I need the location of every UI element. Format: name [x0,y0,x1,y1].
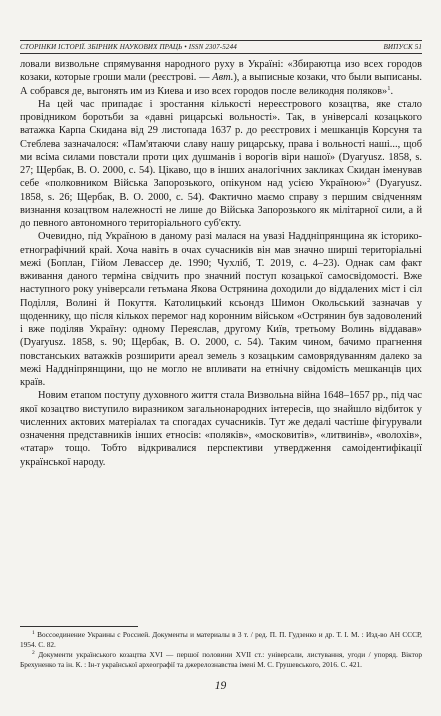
running-header [20,40,422,54]
footnote-ref: 1 [387,84,391,92]
text-run: Очевидно, під Україною в даному разі малася на увазі Наддніпрянщина як історико-етнографічний край. Хоча навіть в очах сучасників він мав значно ширші територіальні межі (Боплан, Гійом Левассер де. 1990; Чухліб, Т. 2019, с. 4–23). Однак сам факт вживання даного терміна свідчить про значний поступ козацької самосвідомості. Вже наступного року універсали гетьмана Якова Острянина доходили до віддалених міст і сіл Поділля, Волині й Покуття. Католицький ксьондз Шимон Окольський зазначав у щоденнику, що після кількох перемог над коронним військом «Острянин був задоволений і вже поділяв Україну: одному Переяслав, другому Київ, третьому Волинь віддавав» (Dyaryusz. 1858, s. 90; Щербак, В. О. 2000, с. 54). Таким чином, бачимо прагнення повстанських ватажків розширити ареал земель з козацьким самоврядуванням далеко за межі Наддніпрянщини, що не могло не впливати на етнічну свідомість мешканців цих країв. [20,231,422,388]
footnote-ref: 2 [367,177,371,185]
footnote-text: Воссоединение Украины с Россией. Документы и материалы в 3 т. / ред. П. П. Гудзенко и др. Т. I. М. : Изд-во АН СССР, 1954. С. 82. [20,630,422,649]
text-run: ), а выписные козаки, что были выписаны. А собрався де, выгонять им из Киева и изо всех городов после великодня поляков» [20,72,422,97]
text-run: ловали визвольне спрямування народного руху в Україні: «Збираютца изо всех городов козаки, которые гроши мали (реєстрові. — [20,59,422,84]
footnote-number: 1 [32,630,35,636]
footnote-number: 2 [32,650,35,657]
footnote-text: Документи українського козацтва XVI — першої половини XVII ст.: універсали, листування, угоди / упоряд. Віктор Брехуненко та ін. К. : Ін-т української археографії та джерелознавства імені М. С. Грушевського, 2016. С. 421. [20,650,422,669]
text-run: Новим етапом поступу духовного життя стала Визвольна війна 1648–1657 рр., під час якої козацтво виступило виразником загальнонародних інтересів, що знайшло відбиток у численних актових матеріалах та спогадах сучасників. Тут же дедалі частіше фігурували означення представників інших етносів: «поляків», «московитів», «литвинів», «волохів», «татар» тощо. Тобто відкривалися перспективи утвердження самоідентифікації української народу. [20,390,422,468]
header-issue: ВИПУСК 51 [383,43,422,51]
text-run: На цей час припадає і зростання кількості нереєстрового козацтва, яке стало провідником боротьби за «давні рицарські вольності». Так, в універсалі козацького ватажка Карпа Скидана від 29 листопада 1637 р. до реєстрових і мешканців Корсуня та Стеблева зазначалося: «Пам'ятаючи славу нашу рицарську, права і вольності наші..., щоб ми всіма силами повстали проти цих душманів і ворогів віри нашої» (Dyaryusz. 1858, s. 27; Щербак, В. О. 2000, с. 54). Цікаво, що в інших аналогічних закликах Скидан іменував себе «полковником Війська Запорозького, опікуном над усією Україною» [20,98,422,190]
header-journal-title: СТОРІНКИ ІСТОРІЇ. ЗБІРНИК НАУКОВИХ ПРАЦЬ • ISSN 2307-5244 [20,43,237,51]
italic-text: Авт. [212,72,234,84]
paragraph [20,98,422,231]
paragraph [20,230,422,389]
paragraph [20,389,422,469]
text-run: . [390,85,394,97]
text-run: (Dyaryusz. 1858, s. 26; Щербак, В. О. 2000, с. 54). Фактично маємо справу з першим свідченням визнання козацтвом належності не лише до Війська Запорозького як мілітарної сили, а й до певного автономного територіального суб'єкту. [20,178,422,229]
footnote-divider [20,626,138,627]
page-number: 19 [214,680,227,692]
footnotes [20,626,422,670]
main-text [20,58,422,469]
footnote [20,630,422,649]
footnote [20,650,422,669]
paragraph [20,58,422,98]
